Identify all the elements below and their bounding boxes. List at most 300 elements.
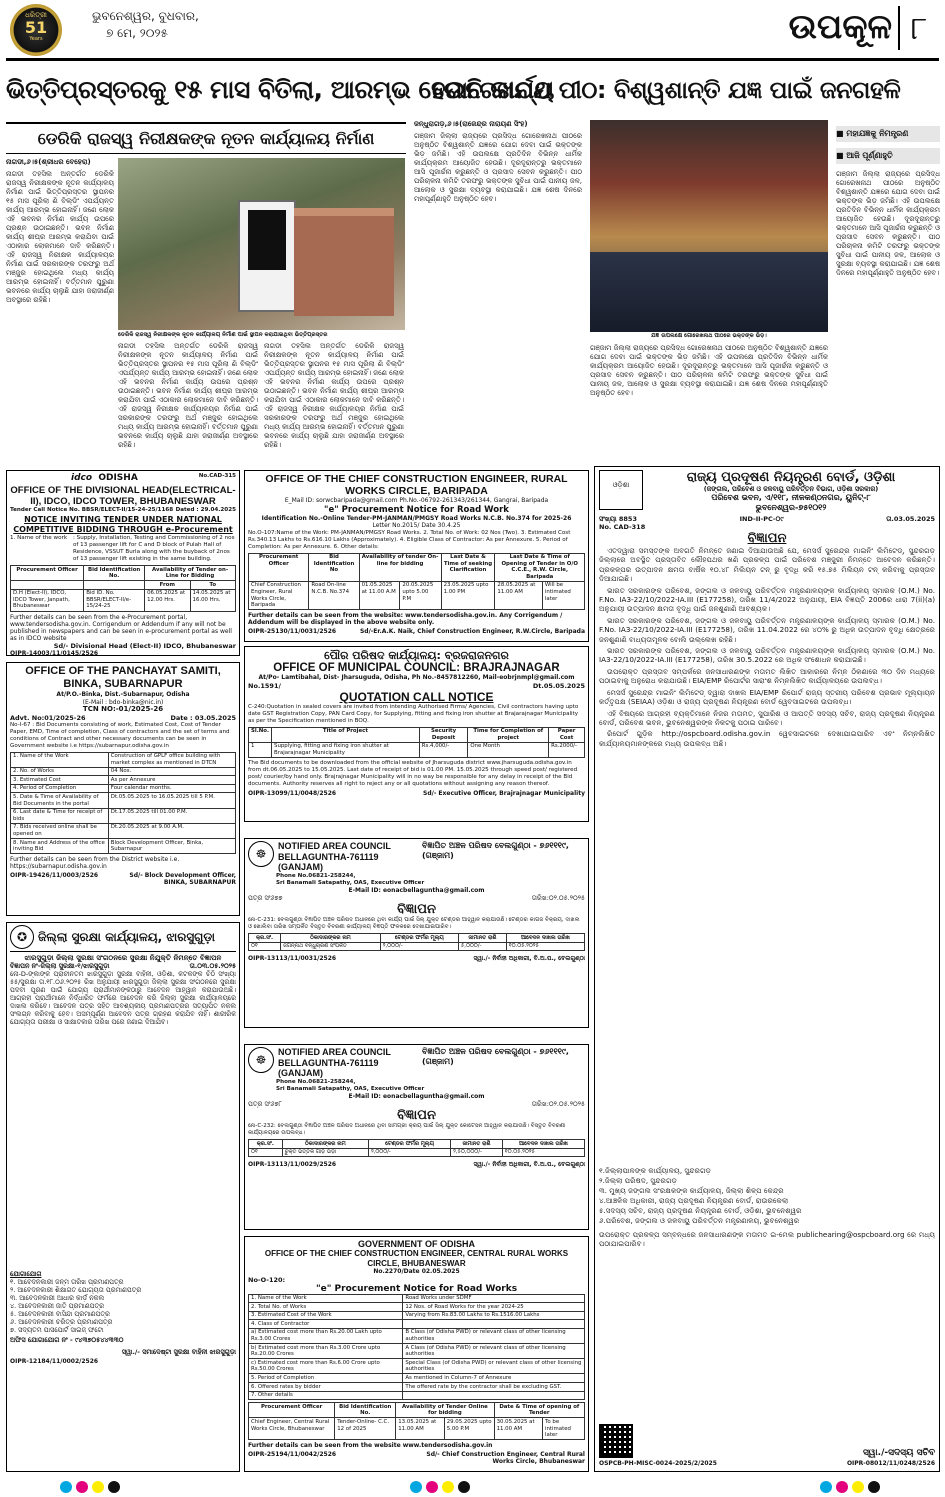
table-cell: Construction of GPLF office building with market complex as mentioned in DTCN xyxy=(108,752,235,767)
brajraj-footer-row xyxy=(248,790,585,797)
story1-photo-caption: ଡେରିକି ରାଜସ୍ୱ ନିରୀକ୍ଷକଙ୍କ ନୂତନ କାର୍ଯ୍ୟାଳୟ ନିର୍ମାଣ ପାଇଁ ସ୍ଥାପନ କରାଯାଇଥିବା ଭିତ୍ତିପ୍ରସ୍ତର xyxy=(118,332,328,338)
rural-title: OFFICE OF THE CHIEF CONSTRUCTION ENGINEER, RURAL WORKS CIRCLE, BARIPADA xyxy=(265,473,568,497)
pcb-offices xyxy=(599,1166,935,1226)
brajraj-notice: QUOTATION CALL NOTICE xyxy=(339,689,494,704)
table-cell: ଚୁକ୍ତି ଭିତ୍ତିକ ଗାଡ଼ି ଭଡ଼ା xyxy=(282,1148,368,1157)
rural-col: Last Date & Time of Opening of Tender in O/O C.C.E., R.W. Circle, Baripada xyxy=(495,553,585,581)
idco-foot: Further details can be seen from the e-Procurement portal, www.tendersodisha.gov.in. Corrigendum or Addendum if any will not be published in newspapers and can be seen in e-procurement portal as well as in IDCO website xyxy=(10,613,232,642)
nac1-body: ନୋ-C-231: ବେଲଗୁଣ୍ଠା ବିଜ୍ଞାପିତ ଅଞ୍ଚଳ ପରିଷଦ ଅଧୀନରେ ଥିବା କାର୍ଯ୍ୟ ପାଇଁ ସିଲ୍ ଯୁକ୍ତ ଟେଣ୍ଡର ଆହ୍ୱାନ କରାଯାଉଛି। ଟେଣ୍ଡର କାଗଜ ବିକ୍ରୟ, ଦାଖଲ ଓ ଖୋଲିବା ତାରିଖ ସମ୍ପର୍କିତ ବିସ୍ତୃତ ବିବରଣୀ କାର୍ଯ୍ୟାଳୟ ବିଜ୍ଞପ୍ତି ଫଳକରେ ଦେଖାଯାଇପାରିବ। xyxy=(248,917,580,930)
nac1-col: ଟେଣ୍ଡର ଫର୍ମର ମୂଲ୍ୟ xyxy=(380,934,458,943)
list-item: ୪.ଆଞ୍ଚଳିକ ଅଧିକାରୀ, ରାଜ୍ୟ ପ୍ରଦୂଷଣ ନିୟନ୍ତ୍ରଣ ବୋର୍ଡ, ରାଉରକେଲା xyxy=(599,1196,789,1205)
rural-table xyxy=(248,553,585,611)
table-cell xyxy=(403,1320,585,1329)
nac2-heading: ବିଜ୍ଞାପନ xyxy=(397,1108,436,1123)
nac2-col: ଜାମାନତ ରାଶି xyxy=(451,1140,503,1149)
pcb-ref-row xyxy=(599,515,935,523)
foundation-stone xyxy=(238,200,296,312)
nac1-footer-row xyxy=(248,955,585,962)
idco-col: Procurement Officer xyxy=(11,566,84,581)
nac1-col: କ୍ର.ସଂ. xyxy=(249,934,281,943)
rural-oipr: OIPR-25130/11/0031/2526 xyxy=(248,628,337,636)
headline-left: ଭିତ୍ତିପ୍ରସ୍ତରକୁ ୧୫ ମାସ ବିତିଲା, ଆରମ୍ଭ ହେଉନି କାର୍ଯ୍ୟ xyxy=(6,75,554,104)
rural-col: Last Date & Time of seeking Clarification xyxy=(441,553,495,581)
rural-ident: Identification No.-Online Tender-PM-JANMAN/PMGSY Road Works N.C.B. No.374 for 2025-26 xyxy=(261,514,572,522)
table-cell: 6. Last date & Time for receipt of bids xyxy=(11,808,109,823)
table-row xyxy=(11,784,236,793)
nac2-header xyxy=(248,1047,585,1079)
cce-col: Date & Time of opening of Tender xyxy=(494,1403,584,1418)
nac1-heading: ବିଜ୍ଞାପନ xyxy=(397,902,436,917)
idco-oipr: OIPR-14003/11/0145/2526 xyxy=(10,649,99,657)
rural-col: Bid Identification No xyxy=(309,553,359,581)
nac1-patra: ପତ୍ର ସଂ୬୭୭ xyxy=(248,894,283,902)
pcb-cad: No. CAD-318 xyxy=(599,523,646,531)
cce-oipr: OIPR-25194/11/0042/2526 xyxy=(248,1451,337,1459)
nac2-date: ତାରିଖ:୦୨.୦୫.୨୦୨୫ xyxy=(531,1100,585,1108)
table-row xyxy=(249,1294,585,1303)
table-cell: ୧୦.୦୫.୨୦୨୫ xyxy=(502,1148,584,1157)
registration-dot xyxy=(410,1481,422,1493)
brajraj-table xyxy=(248,727,585,758)
table-cell: ୨,୫୦,୦୦୦/- xyxy=(451,1148,503,1157)
table-cell: ୨,୦୦୦/- xyxy=(368,1148,450,1157)
table-cell: b) Estimated cost more than Rs.3.00 Crore upto Rs.20.00 Crores xyxy=(249,1344,403,1359)
pcb-dept: (ଜଙ୍ଗଲ, ପରିବେଶ ଓ ଜଳବାୟୁ ପରିବର୍ତ୍ତନ ବିଭାଗ, ଓଡ଼ିଶା ସରକାର) xyxy=(703,485,879,493)
security-oipr: OIPR-12184/11/0002/2526 xyxy=(10,1358,99,1365)
table-cell: 01.05.2025 at 11.00 A.M xyxy=(359,581,400,609)
idco-work-label: 1. Name of the work xyxy=(10,535,68,541)
security-title: ଜିଲ୍ଲା ସୁରକ୍ଷା କାର୍ଯ୍ୟାଳୟ, ଝାରସୁଗୁଡ଼ା xyxy=(38,930,215,944)
cce-table xyxy=(248,1294,585,1401)
pcb-city: ଭୁବନେଶ୍ୱର-୭୫୧୦୧୨ xyxy=(755,503,827,512)
nac2-footer-row xyxy=(248,1161,585,1168)
table-cell: 2. No. of Works xyxy=(11,767,109,776)
list-item: ୬. ଆବେଦନକାରୀ ଚରିତ୍ର ପ୍ରମାଣପତ୍ର xyxy=(10,1318,113,1326)
table-row xyxy=(11,823,236,838)
security-sign: ସ୍ୱା./- ସମାଦେଷ୍ଟା ସୁରକ୍ଷା ବାହିନୀ ଝାରସୁଗୁଡ଼ା xyxy=(121,1348,236,1356)
ad-brajrajnagar xyxy=(244,646,589,822)
list-item: ୩. ମୁଖ୍ୟ ଜଙ୍ଗଲ ସଂରକ୍ଷକଙ୍କ କାର୍ଯ୍ୟାଳୟ, ଜିଲ୍ଲା ଶିଳ୍ପ କେନ୍ଦ୍ର xyxy=(599,1186,784,1195)
table-row xyxy=(249,1391,585,1400)
security-contact: ଅଫିସ ଯୋଗାଯୋଗ ନଂ - ୯୪୩୭୦୫୪୪୩୩୦ xyxy=(10,1336,124,1344)
table-cell: Road On-line N.C.B. No.374 xyxy=(309,581,359,609)
table-cell: 12 Nos. of Road Works for the year 2024-25 xyxy=(403,1303,585,1312)
registration-dot xyxy=(836,1481,848,1493)
panchayat-oipr: OIPR-19426/11/0003/2526 xyxy=(10,872,99,880)
brajraj-no-row xyxy=(248,682,585,690)
table-cell: ଜଗନ୍ନାଥ ବନ୍ଧୁଚାରଣ ସଂପର୍କିତ xyxy=(281,942,381,951)
pcb-address: ପରିବେଶ ଭବନ, ଏ/୧୧୮, ନୀଳକଣ୍ଠନଗର, ୟୁନିଟ୍-୮ xyxy=(711,493,871,502)
table-cell xyxy=(403,1391,585,1400)
idco-col: Availability of Tender on-Line for Bidding xyxy=(145,566,236,581)
table-cell: 1. Name of the Work xyxy=(11,752,109,767)
panchayat-body: No-I-67 : Bid Documents consisting of work, Estimated Cost, Cost of Tender Paper, EMD, Time of completion, Class of contractors and the set of terms and conditions of Contract and other necessary documents can be seen in Government website i.e https://subarnapur.odisha.gov.in xyxy=(10,721,230,749)
table-row xyxy=(249,1311,585,1320)
idco-work-value: : Supply, Installation, Testing and Commissioning of 2 nos of 13 passenger lift for C and D block of Pulah Hall of Residence, VSSUT Burla along with the buyback of 2nos of 13 passenger lift existing in the same building. xyxy=(73,535,235,562)
table-row xyxy=(11,589,236,611)
story2-body-col2: ଗଞ୍ଜାମ ଜିଲ୍ଲା ରାଜ୍ୟରେ ପ୍ରସିଦ୍ଧ ଗୋରେଖନାଥ ପୀଠରେ ଅନୁଷ୍ଠିତ ବିଶ୍ୱଶାନ୍ତି ଯଜ୍ଞରେ ଯୋଗ ଦେବା ପାଇଁ ଭକ୍ତଙ୍କ ଭିଡ଼ ଜମିଛି। ଏହି ଉପଲକ୍ଷେ ପ୍ରତିଦିନ ବିଭିନ୍ନ ଧାର୍ମିକ କାର୍ଯ୍ୟକ୍ରମ ଆୟୋଜିତ ହେଉଛି। ଦୂରଦୂରାନ୍ତରୁ ଭକ୍ତମାନେ ଆସି ପୂଜାର୍ଚ୍ଚନା କରୁଛନ୍ତି ଓ ପ୍ରସାଦ ସେବନ କରୁଛନ୍ତି। ପୀଠ ପରିଚାଳନା କମିଟି ତରଫରୁ ଭକ୍ତଙ୍କ ସୁବିଧା ପାଇଁ ପାନୀୟ ଜଳ, ଆଲୋକ ଓ ସୁରକ୍ଷା ବ୍ୟବସ୍ଥା କରାଯାଇଛି। ଯଜ୍ଞ ଶେଷ ଦିନରେ ମହାପୂର୍ଣ୍ଣାହୁତି ଅନୁଷ୍ଠିତ ହେବ। xyxy=(836,170,940,277)
table-cell: As mentioned in Column-7 of Annexure xyxy=(403,1374,585,1383)
nac2-oipr: OIPR-13113/11/0029/2526 xyxy=(248,1161,337,1169)
table-cell: A Class (of Odisha PWD) or relevant class of other licensing authorities xyxy=(403,1344,585,1359)
security-date: ତା.୦୩.୦୫.୨୦୨୫ xyxy=(189,962,236,970)
brajraj-date: Dt.05.05.2025 xyxy=(532,681,585,690)
nac1-date: ତାରିଖ:୦୨.୦୫.୨୦୨୫ xyxy=(531,894,585,902)
pcb-ind: IND-II-PC-୦୯ xyxy=(739,515,784,523)
rural-body: No.O-107:Name of the Work: PM-JANMAN/PMGSY Road Works. 2. Total No. of Work: 02 Nos (Two). 3. Estimated Cost Rs.340.13 Lakhs to Rs.616.10 Lakhs (Approximately). 4. Eligible Class of Contractor: As per Annexure. 5. Period of Completion: As per Annexure. 6. Other details: xyxy=(248,529,571,550)
emblem-icon: ☸ xyxy=(248,1047,274,1073)
anniversary-number: 51 xyxy=(24,18,48,37)
registration-dot xyxy=(60,1481,72,1493)
security-docs-title: ଯୋଗାଯୋଗ xyxy=(10,1270,42,1278)
table-cell: 4. Period of Completion xyxy=(11,784,109,793)
list-item: ୫. ଆବେଦନକାରୀ ବାସିନ୍ଦା ପ୍ରମାଣପତ୍ର xyxy=(10,1310,110,1318)
idco-ref: Tender Call Notice No. BBSR/ELECT-II/15-24-25/1168 xyxy=(10,507,174,513)
table-cell: 7. Bids received online shall be opened on xyxy=(11,823,109,838)
table-cell: 5. Date & Time of Availability of Bid Documents in the portal xyxy=(11,793,109,808)
idco-work xyxy=(10,535,236,563)
table-cell: To be intimated later xyxy=(543,1418,585,1440)
table-row xyxy=(249,942,585,951)
table-row xyxy=(11,839,236,854)
masthead xyxy=(0,0,945,64)
idco-ref-date: Dated : 29.04.2025 xyxy=(175,507,236,513)
nac1-col: ଜାମାନତ ରାଶି xyxy=(458,934,506,943)
nac2-col: ଆବେଦନ ଦାଖଲ ତାରିଖ xyxy=(502,1140,584,1149)
nac1-phone: Phone No.06821-258244, xyxy=(276,872,356,879)
story2-body-col1: ଗଞ୍ଜାମ ଜିଲ୍ଲା ରାଜ୍ୟରେ ପ୍ରସିଦ୍ଧ ଗୋରେଖନାଥ ପୀଠରେ ଅନୁଷ୍ଠିତ ବିଶ୍ୱଶାନ୍ତି ଯଜ୍ଞରେ ଯୋଗ ଦେବା ପାଇଁ ଭକ୍ତଙ୍କ ଭିଡ଼ ଜମିଛି। ଏହି ଉପଲକ୍ଷେ ପ୍ରତିଦିନ ବିଭିନ୍ନ ଧାର୍ମିକ କାର୍ଯ୍ୟକ୍ରମ ଆୟୋଜିତ ହେଉଛି। ଦୂରଦୂରାନ୍ତରୁ ଭକ୍ତମାନେ ଆସି ପୂଜାର୍ଚ୍ଚନା କରୁଛନ୍ତି ଓ ପ୍ରସାଦ ସେବନ କରୁଛନ୍ତି। ପୀଠ ପରିଚାଳନା କମିଟି ତରଫରୁ ଭକ୍ତଙ୍କ ସୁବିଧା ପାଇଁ ପାନୀୟ ଜଳ, ଆଲୋକ ଓ ସୁରକ୍ଷା ବ୍ୟବସ୍ଥା କରାଯାଇଛି। ଯଜ୍ଞ ଶେଷ ଦିନରେ ମହାପୂର୍ଣ୍ଣାହୁତି ଅନୁଷ୍ଠିତ ହେବ। xyxy=(414,132,582,203)
story1-body-col2: ନାଗଡୀ ତହସିଲ ଅନ୍ତର୍ଗତ ଡେରିକି ରାଜସ୍ୱ ନିରୀକ୍ଷକଙ୍କ ନୂତନ କାର୍ଯ୍ୟାଳୟ ନିର୍ମାଣ ପାଇଁ ଭିତ୍ତିପ୍ରସ୍ତର ସ୍ଥାପନର ୧୫ ମାସ ପୂରିଲା ଣି ବିଲ୍ଡିଂ ଏପର୍ଯ୍ୟନ୍ତ କାର୍ଯ୍ୟ ଆରମ୍ଭ ହୋଇନାହିଁ। ଜଣେ ଲୋକ ଏହି ଭବନର ନିର୍ମାଣ କାର୍ଯ୍ୟ ଉପରେ ପ୍ରଶ୍ନ ଉଠାଇଛନ୍ତି। ଭବନ ନିର୍ମାଣ କାର୍ଯ୍ୟ ଶୀଘ୍ର ଆରମ୍ଭ କରାଯିବା ପାଇଁ ଏଠାକାର ଲୋକମାନେ ଦାବି କରିଛନ୍ତି। ଏହି ରାଜସ୍ୱ ନିରୀକ୍ଷକ କାର୍ଯ୍ୟାଳୟର ନିର୍ମାଣ ପାଇଁ ସରକାରଙ୍କ ତରଫରୁ ଅର୍ଥ ମଞ୍ଜୁର ହୋଇଥିଲେ ମଧ୍ୟ କାର୍ଯ୍ୟ ଆରମ୍ଭ ହୋଇନାହିଁ। ବର୍ତ୍ତମାନ ପୁରୁଣା ଭବନରେ କାର୍ଯ୍ୟ ଚାଲୁଛି ଯାହା ଜରାଜୀର୍ଣ୍ଣ ଅବସ୍ଥାରେ ରହିଛି। xyxy=(118,342,258,449)
table-cell: Chief Construction Engineer, Rural Works Circle, Baripada xyxy=(249,581,309,609)
list-item: ୩. ଆବେଦନକାରୀ ଆଧାର କାର୍ଡ଼ ନକଲ xyxy=(10,1294,105,1302)
cce-foot: Further details can be seen from the website www.tendersodisha.gov.in xyxy=(248,1442,493,1450)
pcb-para: ରିପୋର୍ଟ ଗୁଡ଼ିକ http://ospcboard.odisha.gov.in ୱେବସାଇଟରେ ଦେଖାଯାଇପାରିବ ଏବଂ ନିମ୍ନଲିଖିତ କାର୍ଯ୍ୟାଳୟମାନଙ୍କରେ ମଧ୍ୟ ଉପଲବ୍ଧ ଅଛି। xyxy=(599,729,935,748)
idco-logo: idco xyxy=(71,473,93,483)
cce-title: OFFICE OF THE CHIEF CONSTRUCTION ENGINEER, CENTRAL RURAL WORKS CIRCLE, BHUBANESWAR xyxy=(264,1249,569,1268)
section-title: ଉପକୂଳ xyxy=(788,7,892,47)
panchayat-table xyxy=(10,752,236,855)
pcb-date: ତା.03.05.2025 xyxy=(886,515,935,523)
cce-col: Availability of Tender Online for bidding xyxy=(396,1403,494,1418)
idco-notice: NOTICE INVITING TENDER UNDER NATIONAL COMPETITIVE BIDDING THROUGH e-Procurement xyxy=(13,515,233,534)
ad-odisha-cce xyxy=(244,1236,589,1472)
story2-bullet2-text: ଆଜି ପୂର୍ଣ୍ଣାହୁତି xyxy=(846,151,893,160)
nac2-email: E-Mail ID: eonacbellaguntha@gmail.com xyxy=(348,1092,485,1100)
table-cell: Four calendar months. xyxy=(108,784,235,793)
cce-col: Bid Identification No. xyxy=(335,1403,396,1418)
panchayat-date: Date : 03.05.2025 xyxy=(170,713,236,722)
nac1-title: NOTIFIED AREA COUNCIL BELLAGUNTHA-761119 (GANJAM) xyxy=(278,841,391,872)
table-row xyxy=(249,1359,585,1374)
list-item: ୧.ଜିଲ୍ଲାପାଳଙ୍କ କାର୍ଯ୍ୟାଳୟ, ସୁନ୍ଦରଗଡ଼ xyxy=(599,1166,711,1175)
brajraj-col: Security Deposit xyxy=(419,727,468,742)
brajraj-title-or: ପୌର ପରିଷଦ କାର୍ଯ୍ୟାଳୟ: ବ୍ରଜରାଜନଗର xyxy=(324,649,509,662)
list-item: ୨. ଆବେଦନକାରୀ ଶିକ୍ଷାଗତ ଯୋଗ୍ୟତା ପ୍ରମାଣପତ୍ର xyxy=(10,1286,142,1294)
table-cell: Bid ID. No. BBSR/ELECT-II/e-15/24-25 xyxy=(84,589,145,611)
brajraj-foot: The Bid documents to be downloaded from the official website of Jharsuguda district www.jharsuguda.odisha.gov.in from dt.06.05.2025 to 15.05.2025. Last date of receipt of bid is 01.00 PM. 15.05.2025 through speed post/ registered post/ courier/by hand only. Brajrajnagar Municipality will in no way be responsible for any delay in receipt of the Bid documents. Authority reserves all right to reject any or all quotations without assigning any reason thereof. xyxy=(248,759,578,787)
pcb-para: ଭାରତ ସରକାରଙ୍କ ପରିବେଶ, ଜଙ୍ଗଲ ଓ ଜଳବାୟୁ ପରିବର୍ତ୍ତନ ମନ୍ତ୍ରଣାଳୟଙ୍କ କାର୍ଯ୍ୟାଳୟ ସ୍ମାରକ (O.M.) No. F.No. IA3-22/10/2022-IA.III (E177258), ତାରିଖ 11.04.2022 ରେ ୪୦% ରୁ ଅଧିକ ଉତ୍ପାଦନ ବୃଦ୍ଧି କ୍ଷେତ୍ରରେ ଜନଶୁଣାଣି ବାଧ୍ୟତାମୂଳକ ବୋଲି ଉଲ୍ଲେଖ ରହିଛି। xyxy=(599,615,935,644)
idco-ref-row xyxy=(10,507,236,514)
table-cell: 4. Class of Contractor xyxy=(249,1320,403,1329)
idco-title: OFFICE OF THE DIVISIONAL HEAD(ELECTRICAL-II), IDCO, IDCO TOWER, BHUBANESWAR xyxy=(10,485,236,507)
table-cell: Road Works under SDMF xyxy=(403,1294,585,1303)
table-row xyxy=(249,1328,585,1343)
table-cell: 13.05.2025 at 11.00 AM xyxy=(396,1418,444,1440)
table-cell: 2. Total No. of Works xyxy=(249,1303,403,1312)
brajraj-col: Sl.No. xyxy=(249,727,272,742)
story2-body-col3: ଗଞ୍ଜାମ ଜିଲ୍ଲା ରାଜ୍ୟରେ ପ୍ରସିଦ୍ଧ ଗୋରେଖନାଥ ପୀଠରେ ଅନୁଷ୍ଠିତ ବିଶ୍ୱଶାନ୍ତି ଯଜ୍ଞରେ ଯୋଗ ଦେବା ପାଇଁ ଭକ୍ତଙ୍କ ଭିଡ଼ ଜମିଛି। ଏହି ଉପଲକ୍ଷେ ପ୍ରତିଦିନ ବିଭିନ୍ନ ଧାର୍ମିକ କାର୍ଯ୍ୟକ୍ରମ ଆୟୋଜିତ ହେଉଛି। ଦୂରଦୂରାନ୍ତରୁ ଭକ୍ତମାନେ ଆସି ପୂଜାର୍ଚ୍ଚନା କରୁଛନ୍ତି ଓ ପ୍ରସାଦ ସେବନ କରୁଛନ୍ତି। ପୀଠ ପରିଚାଳନା କମିଟି ତରଫରୁ ଭକ୍ତଙ୍କ ସୁବିଧା ପାଇଁ ପାନୀୟ ଜଳ, ଆଲୋକ ଓ ସୁରକ୍ଷା ବ୍ୟବସ୍ଥା କରାଯାଇଛି। ଯଜ୍ଞ ଶେଷ ଦିନରେ ମହାପୂର୍ଣ୍ଣାହୁତି ଅନୁଷ୍ଠିତ ହେବ। xyxy=(590,344,828,397)
story1-byline: ନାଗଡୀ,୬।୫(ଶ୍ରୀଧର ବେହେରା) xyxy=(6,158,91,166)
idco-col: From xyxy=(145,581,190,590)
table-cell: ୦୧ xyxy=(249,1148,283,1157)
table-cell: ୫,୦୦୦/- xyxy=(458,942,506,951)
pcb-para: ଏତଦ୍ୱାରା ସମସ୍ତଙ୍କ ଅବଗତି ନିମନ୍ତେ ଜଣାଇ ଦିଆଯାଉଅଛି ଯେ, ମେସର୍ସ ସୁରେନ୍ଦ୍ର ମାଇନିଂ ଲିମିଟେଡ୍, ସୁନ୍ଦରଗଡ଼ ଜିଲ୍ଲାରେ ଅବସ୍ଥିତ ପ୍ରସ୍ତାବିତ ଲୌହପଥର ଖଣି ପ୍ରକଳ୍ପ ପାଇଁ ପରିବେଶ ମଞ୍ଜୁରୀ ନିମନ୍ତେ ଆବେଦନ କରିଛନ୍ତି। ପ୍ରକଳ୍ପର ଉତ୍ପାଦନ କ୍ଷମତା ବାର୍ଷିକ ୧୦.୪୮ ମିଲିୟନ ଟନ୍ ରୁ ବୃଦ୍ଧି କରି ୧୫.୭୫ ମିଲିୟନ ଟନ୍ କରିବାକୁ ପ୍ରସ୍ତାବ ଦିଆଯାଇଛି। xyxy=(599,546,935,584)
registration-dot xyxy=(76,1481,88,1493)
brajraj-body: C-240:Quotation in sealed covers are invited from intending Authorised Firms/ Agencies, Civil contractors having upto date GST Registration Copy, PAN Card Copy, for Supplying, fitting and fixing iron shutter at Brajarajnagar Municipality as per the Specification mentioned in BOQ. xyxy=(248,703,579,724)
panchayat-email: (E-Mail : bdo-binka@nic.in) xyxy=(82,698,164,706)
table-cell: Dt.17.05.2025 till 01.00 P.M. xyxy=(108,808,235,823)
nac2-sign: ସ୍ୱା./- ନିର୍ବାହୀ ଅଧିକାରୀ, ବି.ଅ.ପ., ବେଲଗୁଣ୍ଠା xyxy=(473,1161,585,1169)
story2-photo xyxy=(590,120,828,332)
cce-code: No-O-120: xyxy=(248,1275,286,1284)
table-row xyxy=(11,793,236,808)
nac1-header xyxy=(248,841,585,873)
nac1-patra-row xyxy=(248,894,585,902)
panchayat-address: At/P.O.-Binka, Dist.-Subarnapur, Odisha xyxy=(56,691,190,698)
idco-col: Bid Identification No. xyxy=(84,566,145,581)
nac2-title: NOTIFIED AREA COUNCIL BELLAGUNTHA-761119 (GANJAM) xyxy=(278,1047,391,1078)
nac1-oipr: OIPR-13113/11/0031/2526 xyxy=(248,955,337,963)
pcb-para: ଭାରତ ସରକାରଙ୍କ ପରିବେଶ, ଜଙ୍ଗଲ ଓ ଜଳବାୟୁ ପରିବର୍ତ୍ତନ ମନ୍ତ୍ରଣାଳୟଙ୍କ କାର୍ଯ୍ୟାଳୟ ସ୍ମାରକ (O.M.) No. F.No. IA3-22/10/2022-IA.III (E177258), ତାରିଖ 11/4/2022 ଅନୁଯାୟୀ, EIA ବିଜ୍ଞପ୍ତି 2006ର ଧାରା 7(ii)(a) ଅନୁଯାୟୀ ଉତ୍ପାଦନ କ୍ଷମତା ବୃଦ୍ଧି ପାଇଁ ଜନଶୁଣାଣି ଆବଶ୍ୟକ। xyxy=(599,585,935,614)
brajraj-col: Time for Completion of project xyxy=(468,727,549,742)
nac1-title-or: ବିଜ୍ଞାପିତ ଅଞ୍ଚଳ ପରିଷଦ ବେଲଗୁଣ୍ଠା - ୭୬୧୧୧୯, (ଗଞ୍ଜାମ) xyxy=(422,841,569,860)
bullet-square-icon: ■ xyxy=(836,151,844,160)
table-cell: Dt.20.05.2025 at 9.00 A.M. xyxy=(108,823,235,838)
story2-bullet1 xyxy=(836,126,940,142)
pcb-footer xyxy=(599,1424,935,1467)
brajraj-col: Title of Project xyxy=(272,727,420,742)
pcb-para: ଏହି ବିଷୟରେ ଆଗ୍ରହୀ ବ୍ୟକ୍ତିମାନେ ନିଜର ମତାମତ, ସୁପାରିଶ ଓ ଆପତ୍ତି ସଦସ୍ୟ ସଚିବ, ରାଜ୍ୟ ପ୍ରଦୂଷଣ ନିୟନ୍ତ୍ରଣ ବୋର୍ଡ, ପରିବେଶ ଭବନ, ଭୁବନେଶ୍ୱରଙ୍କ ନିକଟକୁ ପଠାଇ ପାରିବେ। xyxy=(599,708,935,727)
headline-right: ଗୋରେଖନାଥ ପୀଠ: ବିଶ୍ୱଶାନ୍ତି ଯଜ୍ଞ ପାଇଁ ଜନଗହଳି xyxy=(432,76,901,104)
table-cell: 8. Name and Address of the office inviting Bid xyxy=(11,839,109,854)
pcb-oipr: OIPR-08012/11/0248/2526 xyxy=(846,1460,935,1467)
dateline xyxy=(92,8,292,42)
table-row xyxy=(249,1383,585,1392)
story1-subhead: ଡେରିକି ରାଜସ୍ୱ ନିରୀକ୍ଷକଙ୍କ ନୂତନ କାର୍ଯ୍ୟାଳୟ ନିର୍ମାଣ xyxy=(37,129,375,148)
idco-logo-row xyxy=(10,473,236,485)
page-number: ୮ xyxy=(910,9,928,47)
pcb-logo-icon xyxy=(599,470,643,510)
pcb-misc: OSPCB-PH-MISC-0024-2025/2/2025 xyxy=(599,1460,717,1467)
ad-nac-bellaguntha-2 xyxy=(244,1044,589,1230)
nac2-col: କ୍ର.ସଂ. xyxy=(249,1140,283,1149)
table-cell: 20.05.2025 upto 5.00 P.M xyxy=(400,581,441,609)
cce-notice: "e" Procurement Notice for Road Works xyxy=(315,1283,518,1294)
table-row xyxy=(11,808,236,823)
table-row xyxy=(11,776,236,785)
table-cell: Block Development Officer, Binka, Subarnapur xyxy=(108,839,235,854)
nac1-sign: ସ୍ୱା./- ନିର୍ବାହୀ ଅଧିକାରୀ, ବି.ଅ.ପ., ବେଲଗୁଣ୍ଠା xyxy=(473,955,585,963)
table-cell: a) Estimated cost more than Rs.20.00 Lakh upto Rs.3.00 Crores xyxy=(249,1328,403,1343)
brajraj-sign: Sd/- Executive Officer, Brajrajnagar Municipality xyxy=(423,789,585,797)
table-cell: 28.05.2025 at 11.00 AM xyxy=(495,581,543,609)
nac2-title-or: ବିଜ୍ଞାପିତ ଅଞ୍ଚଳ ପରିଷଦ ବେଲଗୁଣ୍ଠା - ୭୬୧୧୧୯, (ଗଞ୍ଜାମ) xyxy=(422,1047,569,1066)
list-item: ୬.ପରିବେଶ, ଜଙ୍ଗଲ ଓ ଜଳବାୟୁ ପରିବର୍ତ୍ତନ ମନ୍ତ୍ରଣାଳୟ, ଭୁବନେଶ୍ୱର xyxy=(599,1216,800,1225)
brajraj-no: No.1591/ xyxy=(248,681,281,690)
pcb-para: ଉପରୋକ୍ତ ପ୍ରସ୍ତାବ ସମ୍ପର୍କରେ ଜନସାଧାରଣଙ୍କ ମତାମତ ଲିଖିତ ଆକାରରେ ନିମ୍ନ ଠିକଣାରେ ୩୦ ଦିନ ମଧ୍ୟରେ ପଠାଇବାକୁ ଅନୁରୋଧ କରାଯାଉଛି। EIA/EMP ରିପୋର୍ଟର ସାରାଂଶ ନିମ୍ନଲିଖିତ କାର୍ଯ୍ୟାଳୟରେ ଉପଲବ୍ଧ। xyxy=(599,666,935,686)
table-cell: D.H (Elect-II), IDCO, IDCO Tower, Janpath, Bhubaneswar xyxy=(11,589,84,611)
table-cell: c) Estimated cost more than Rs.6.00 Crore upto Rs.50.00 Crores xyxy=(249,1359,403,1374)
rural-email: E_Mail ID: sorwcbaripada@gmail.com Ph.No.-06792-261343/261344, Gangrai, Baripada xyxy=(284,497,549,504)
pcb-title: ରାଜ୍ୟ ପ୍ରଦୂଷଣ ନିୟନ୍ତ୍ରଣ ବୋର୍ଡ, ଓଡ଼ିଶା xyxy=(686,470,896,485)
brajraj-oipr: OIPR-13099/11/0048/2526 xyxy=(248,789,337,797)
story1-body-col3: ନାଗଡୀ ତହସିଲ ଅନ୍ତର୍ଗତ ଡେରିକି ରାଜସ୍ୱ ନିରୀକ୍ଷକଙ୍କ ନୂତନ କାର୍ଯ୍ୟାଳୟ ନିର୍ମାଣ ପାଇଁ ଭିତ୍ତିପ୍ରସ୍ତର ସ୍ଥାପନର ୧୫ ମାସ ପୂରିଲା ଣି ବିଲ୍ଡିଂ ଏପର୍ଯ୍ୟନ୍ତ କାର୍ଯ୍ୟ ଆରମ୍ଭ ହୋଇନାହିଁ। ଜଣେ ଲୋକ ଏହି ଭବନର ନିର୍ମାଣ କାର୍ଯ୍ୟ ଉପରେ ପ୍ରଶ୍ନ ଉଠାଇଛନ୍ତି। ଭବନ ନିର୍ମାଣ କାର୍ଯ୍ୟ ଶୀଘ୍ର ଆରମ୍ଭ କରାଯିବା ପାଇଁ ଏଠାକାର ଲୋକମାନେ ଦାବି କରିଛନ୍ତି। ଏହି ରାଜସ୍ୱ ନିରୀକ୍ଷକ କାର୍ଯ୍ୟାଳୟର ନିର୍ମାଣ ପାଇଁ ସରକାରଙ୍କ ତରଫରୁ ଅର୍ଥ ମଞ୍ଜୁର ହୋଇଥିଲେ ମଧ୍ୟ କାର୍ଯ୍ୟ ଆରମ୍ଭ ହୋଇନାହିଁ। ବର୍ତ୍ତମାନ ପୁରୁଣା ଭବନରେ କାର୍ଯ୍ୟ ଚାଲୁଛି ଯାହା ଜରାଜୀର୍ଣ୍ଣ ଅବସ୍ଥାରେ ରହିଛି। xyxy=(264,342,404,449)
registration-dot xyxy=(820,1481,832,1493)
nac2-col: ଠିକାଦାରଙ୍କର ନାମ xyxy=(282,1140,368,1149)
table-cell: Supplying, fitting and fixing iron shutter at Brajarajnagar Municipality xyxy=(272,742,420,757)
panchayat-footer-row xyxy=(10,872,236,886)
nac1-email: E-Mail ID: eonacbellaguntha@gmail.com xyxy=(348,886,485,894)
table-cell: As per Annexure xyxy=(108,776,235,785)
ad-idco xyxy=(6,470,240,656)
table-cell: 06.05.2025 at 12.00 Hrs. xyxy=(145,589,190,611)
emblem-icon: ☸ xyxy=(248,841,274,867)
table-row xyxy=(249,1303,585,1312)
nac1-col: ଆବେଦନ ଦାଖଲ ତାରିଖ xyxy=(506,934,584,943)
table-row xyxy=(249,1344,585,1359)
nac1-table xyxy=(248,933,585,951)
page-number-box xyxy=(898,6,938,50)
cce-gov: GOVERNMENT OF ODISHA xyxy=(357,1239,475,1249)
registration-dot xyxy=(458,1481,470,1493)
table-cell: 5. Period of Completion xyxy=(249,1374,403,1383)
idco-sign: Sd/- Divisional Head (Elect-II) IDCO, Bhubaneswar xyxy=(53,641,236,650)
qr-code-icon xyxy=(599,1424,633,1458)
security-header xyxy=(10,925,236,952)
list-item: ୭. ସଦ୍ୟତମ ପାସପୋର୍ଟ ସାଇଜ୍ ଫଟୋ xyxy=(10,1326,104,1334)
story1-photo xyxy=(118,158,405,330)
odisha-logo: ODISHA xyxy=(98,473,138,483)
pcb-para: ଭାରତ ସରକାରଙ୍କ ପରିବେଶ, ଜଙ୍ଗଲ ଓ ଜଳବାୟୁ ପରିବର୍ତ୍ତନ ମନ୍ତ୍ରଣାଳୟଙ୍କ କାର୍ଯ୍ୟାଳୟ ସ୍ମାରକ (O.M.) No. IA3-22/10/2022-IA.III (E177258), ତାରିଖ 30.5.2022 ରେ ଅଧିକ ସଂଶୋଧନ କରାଯାଇଛି। xyxy=(599,646,935,665)
cce-table-2 xyxy=(248,1402,585,1440)
rural-notice: "e" Procurement Notice for Road Work xyxy=(324,504,509,515)
story1-subhead-box xyxy=(6,122,406,154)
security-body: ନୋ-D-ଙ୍କାଙ୍କ ପ୍ରାଚୀନତମ ଝାରସୁଗୁଡ଼ା ସୁରକ୍ଷା ବାହିନୀ, ଓଡ଼ିଶା, କଟକଙ୍କ ଚିଠି ସଂଖ୍ୟା ୫୫/ସୁରକ୍ଷା ତା.୧୮.୦୬.୨୦୨୫ ରିଖ ଅନୁଯାୟୀ ଝାରସୁଗୁଡ଼ା ଜିଲ୍ଲା ସୁରକ୍ଷା ସଂଗଠନରେ ସୁରକ୍ଷା ପଦବୀ ପୂରଣ ପାଇଁ ଯୋଗ୍ୟ ପ୍ରାର୍ଥୀମାନଙ୍କଠାରୁ ଆବେଦନ ଆହ୍ୱାନ କରାଯାଉଅଛି। ଆଗ୍ରହୀ ପ୍ରାର୍ଥୀମାନେ ନିର୍ଦ୍ଧାରିତ ଫର୍ମରେ ଆବେଦନ କରି ଜିଲ୍ଲା ସୁରକ୍ଷା କାର୍ଯ୍ୟାଳୟରେ ଦାଖଲ କରିବେ। ଆବେଦନ ପତ୍ର ସହିତ ଆବଶ୍ୟକୀୟ ପ୍ରମାଣପତ୍ରର ସତ୍ୟାପିତ ନକଲ ସଂଲଗ୍ନ କରିବାକୁ ହେବ। ଅସମ୍ପୂର୍ଣ୍ଣ ଆବେଦନ ପତ୍ର ଗ୍ରହଣ କରାଯିବ ନାହିଁ। ଶାରୀରିକ ଯୋଗ୍ୟତା ପରୀକ୍ଷା ଓ ସାକ୍ଷାତକାର ତାରିଖ ପରେ ଜଣାଇ ଦିଆଯିବ। xyxy=(10,970,236,1026)
brajraj-title: OFFICE OF MUNICIPAL COUNCIL: BRAJRAJNAGAR xyxy=(273,662,560,674)
pcb-header xyxy=(599,470,935,513)
panchayat-foot: Further details can be seen from the District website i.e. https://subarnapur.odisha.gov.in xyxy=(10,856,180,871)
ad-district-security xyxy=(6,922,240,1472)
rural-foot: Further details can be seen from the website: www.tendersodisha.gov.in. Any Corrigendum / Addendum will be displayed in the above website only. xyxy=(248,612,563,627)
table-row xyxy=(249,1320,585,1329)
table-row xyxy=(11,767,236,776)
table-cell: ୧୦.୦୫.୨୦୨୫ xyxy=(506,942,584,951)
table-row xyxy=(249,1418,585,1440)
table-row xyxy=(249,581,585,609)
panchayat-tcn: TCN NO:-01/2025-26 xyxy=(82,705,164,713)
table-cell: Varying from Rs.83.00 Lakhs to Rs.1516.00 Lakhs xyxy=(403,1311,585,1320)
table-cell: Chief Engineer, Central Rural Works Circle, Bhubaneswar xyxy=(249,1418,335,1440)
ad-rural-works xyxy=(244,470,589,642)
panchayat-title: OFFICE OF THE PANCHAYAT SAMITI, BINKA, SUBARNAPUR xyxy=(25,665,221,690)
story2-bullet2 xyxy=(836,148,940,164)
pcb-logo-text: ଓଡ଼ିଶା xyxy=(612,481,630,489)
ad-panchayat xyxy=(6,662,240,916)
table-cell: 04 Nos. xyxy=(108,767,235,776)
table-cell: One Month xyxy=(468,742,549,757)
anniversary-sub: Years xyxy=(29,36,43,42)
rural-footer-row xyxy=(248,628,585,635)
nac2-body: ନୋ-C-232: ବେଲଗୁଣ୍ଠା ବିଜ୍ଞାପିତ ଅଞ୍ଚଳ ପରିଷଦ ଅଧୀନରେ ଥିବା ସାମଗ୍ରୀ କ୍ରୟ ପାଇଁ ସିଲ୍ ଯୁକ୍ତ କୋଟେସନ ଆହ୍ୱାନ କରାଯାଉଛି। ବିସ୍ତୃତ ବିବରଣୀ କାର୍ଯ୍ୟାଳୟରେ ଉପଲବ୍ଧ। xyxy=(248,1123,566,1136)
story2-photo-caption: ଯଜ୍ଞ ଉପଲକ୍ଷେ ଗୋରେଖନାଥ ପୀଠରେ ଭକ୍ତଙ୍କ ଭିଡ଼। xyxy=(651,333,767,339)
table-cell: Will be intimated later xyxy=(542,581,584,609)
story2-bullet1-text: ମହାଯଜ୍ଞକୁ ନିମନ୍ତ୍ରଣ xyxy=(846,129,909,138)
pcb-no: ସଂଖ୍ୟା 8853 xyxy=(599,515,637,523)
table-row xyxy=(249,1148,585,1157)
nac1-officer: Sri Banamali Satapathy, OAS, Executive Officer xyxy=(276,879,425,886)
security-advt: ବିଜ୍ଞାପନ ନଂ-ଜିଲ୍ଲା ସୁରକ୍ଷା-୧/ଝାରସୁଗୁଡ଼ା xyxy=(10,962,110,970)
rural-letter: Letter No.2015/ Date 30.4.25 xyxy=(372,522,461,529)
cce-no: No.2270/Date 02.05.2025 xyxy=(373,1268,460,1275)
cce-sign: Sd/- Chief Construction Engineer, Central Rural Works Circle, Bhubaneswar xyxy=(426,1451,585,1466)
old-building xyxy=(294,208,394,316)
registration-dot xyxy=(852,1481,864,1493)
table-cell: 3. Estimated Cost of the Work xyxy=(249,1311,403,1320)
table-cell: Rs.4,000/- xyxy=(419,742,468,757)
table-row xyxy=(11,752,236,767)
table-cell: Special Class (of Odisha PWD) or relevant class of other licensing authorities xyxy=(403,1359,585,1374)
table-cell: 30.05.2025 at 11.00 AM xyxy=(494,1418,542,1440)
cce-col: Procurement Officer xyxy=(249,1403,335,1418)
temple-crowd xyxy=(590,252,828,332)
story2-byline: ଜନ୍ଧୁରାଗଡ଼,୬।୫(ରାଜେନ୍ଦ୍ର ନାରାୟଣ ସିଂହ) xyxy=(414,120,528,128)
ad-nac-bellaguntha-1 xyxy=(244,838,589,1028)
table-cell: ୦୧ xyxy=(249,942,281,951)
cce-footer-row xyxy=(248,1451,585,1465)
table-cell: 23.05.2025 upto 1.00 PM xyxy=(441,581,495,609)
rural-col: Procurement Officer xyxy=(249,553,309,581)
table-cell: 1 xyxy=(249,742,272,757)
anniversary-badge xyxy=(10,4,62,56)
table-row xyxy=(249,742,585,757)
table-cell: 7. Other details xyxy=(249,1391,403,1400)
registration-dot xyxy=(92,1481,104,1493)
pcb-sign: ସ୍ୱା./-ସଦସ୍ୟ ସଚିବ xyxy=(862,1448,935,1458)
ad-pollution-board xyxy=(594,466,940,1472)
idco-col: To xyxy=(190,581,235,590)
dateline-date: ୭ ମେ, ୨୦୨୫ xyxy=(106,26,168,40)
list-item: ୧. ଆବେଦନକାରୀ ଜନ୍ମ ତାରିଖ ପ୍ରମାଣପତ୍ର xyxy=(10,1278,124,1286)
panchayat-sign: Sd/- Block Development Officer, BINKA, SUBARNAPUR xyxy=(129,872,236,887)
masthead-rule xyxy=(6,58,939,61)
table-cell: 6. Offered rates by bidder xyxy=(249,1383,403,1392)
registration-dot xyxy=(868,1481,880,1493)
brajraj-col: Paper Cost xyxy=(549,727,585,742)
rural-col: Availability of tender On-line for bidding xyxy=(359,553,441,581)
registration-marks xyxy=(0,1478,945,1497)
nac2-phone: Phone No.06821-258244, xyxy=(276,1078,356,1085)
table-cell: ୨,୦୦୦/- xyxy=(380,942,458,951)
bullet-square-icon: ■ xyxy=(836,129,844,138)
brajraj-address: At/Po- Lamtibahal, Dist- Jharsuguda, Odisha, Ph No.-8457812260, Mail-eobrjnmpl@gmail.com xyxy=(258,674,575,681)
pcb-heading: ବିଜ୍ଞାପନ xyxy=(747,531,787,546)
table-cell: 29.05.2025 upto 5.00 P.M xyxy=(444,1418,494,1440)
rural-sign: Sd/-Er.A.K. Naik, Chief Construction Engineer, R.W.Circle, Baripada xyxy=(359,628,585,636)
table-cell: Dt.05.05.2025 to 16.05.2025 till 5 P.M. xyxy=(108,793,235,808)
anniversary-label: ଧରିତ୍ରୀ xyxy=(25,11,47,19)
pcb-para: ମେସର୍ସ ସୁରେନ୍ଦ୍ର ମାଇନିଂ ଲିମିଟେଡ୍ ଦ୍ୱାରା ଦାଖଲ EIA/EMP ରିପୋର୍ଟ ରାଜ୍ୟ ସ୍ତରୀୟ ପରିବେଶ ପ୍ରଭାବ ମୂଲ୍ୟାୟନ କର୍ତ୍ତୃପକ୍ଷ (SEIAA) ଓଡ଼ିଶା ଓ ରାଜ୍ୟ ପ୍ରଦୂଷଣ ନିୟନ୍ତ୍ରଣ ବୋର୍ଡ ୱେବସାଇଟରେ ଉପଲବ୍ଧ। xyxy=(599,687,935,707)
list-item: ୫.ସଦସ୍ୟ ସଚିବ, ରାଜ୍ୟ ପ୍ରଦୂଷଣ ନିୟନ୍ତ୍ରଣ ବୋର୍ଡ, ଓଡ଼ିଶା, ଭୁବନେଶ୍ୱର xyxy=(599,1206,802,1215)
